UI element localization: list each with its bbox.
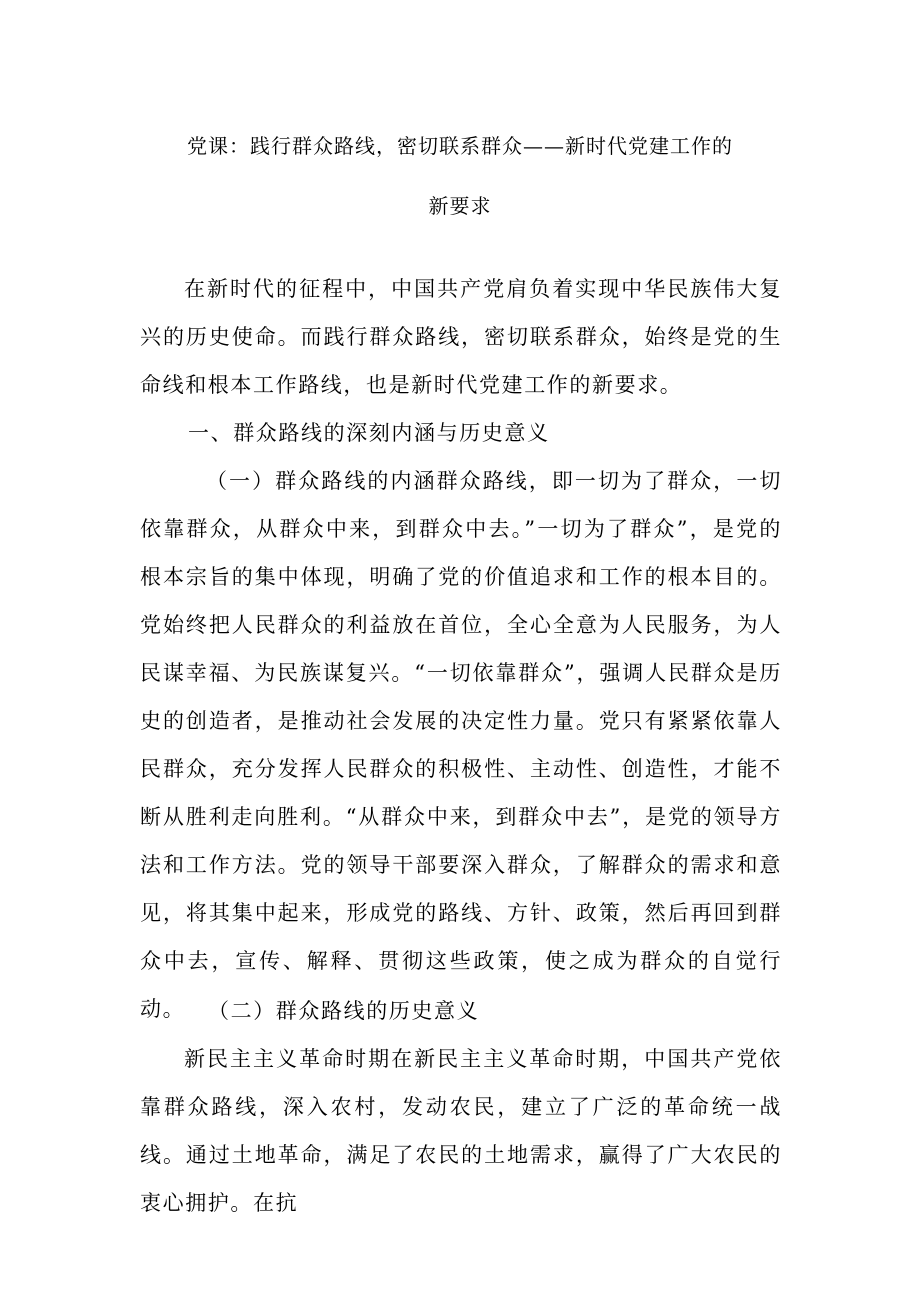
subsection-heading-2: （二）群众路线的历史意义 (208, 999, 480, 1023)
section-heading-1: 一、群众路线的深刻内涵与历史意义 (188, 421, 550, 445)
intro-paragraph: 在新时代的征程中，中国共产党肩负着实现中华民族伟大复兴的历史使命。而践行群众路线，密切联系群众，始终是党的生命线和根本工作路线，也是新时代党建工作的新要求。 (140, 277, 782, 397)
document-title-line-1: 党课：践行群众路线，密切联系群众——新时代党建工作的 (187, 134, 733, 158)
subsection-1-paragraph: （一）群众路线的内涵群众路线，即一切为了群众，一切依靠群众，从群众中来，到群众中去。”一切为了群众”，是党的根本宗旨的集中体现，明确了党的价值追求和工作的根本目的。党始终把人民群众的利益放在首位，全心全意为人民服务，为人民谋幸福、为民族谋复兴。“一切依靠群众”，强调人民群众是历史的创造者，是推动社会发展的决定性力量。党只有紧紧依靠人民群众，充分发挥人民群众的积极性、主动性、创造性，才能不断从胜利走向胜利。“从群众中来，到群众中去”，是党的领导方法和工作方法。党的领导干部要深入群众，了解群众的需求和意见，将其集中起来，形成党的路线、方针、政策，然后再回到群众中去，宣传、解释、贯彻这些政策，使之成为群众的自觉行动。 (140, 469, 782, 1021)
subsection-2-paragraph: 新民主主义革命时期在新民主主义革命时期，中国共产党依靠群众路线，深入农村，发动农民，建立了广泛的革命统一战线。通过土地革命，满足了农民的土地需求，赢得了广大农民的衷心拥护。在抗 (140, 1047, 782, 1215)
document-title-line-2: 新要求 (428, 194, 492, 218)
